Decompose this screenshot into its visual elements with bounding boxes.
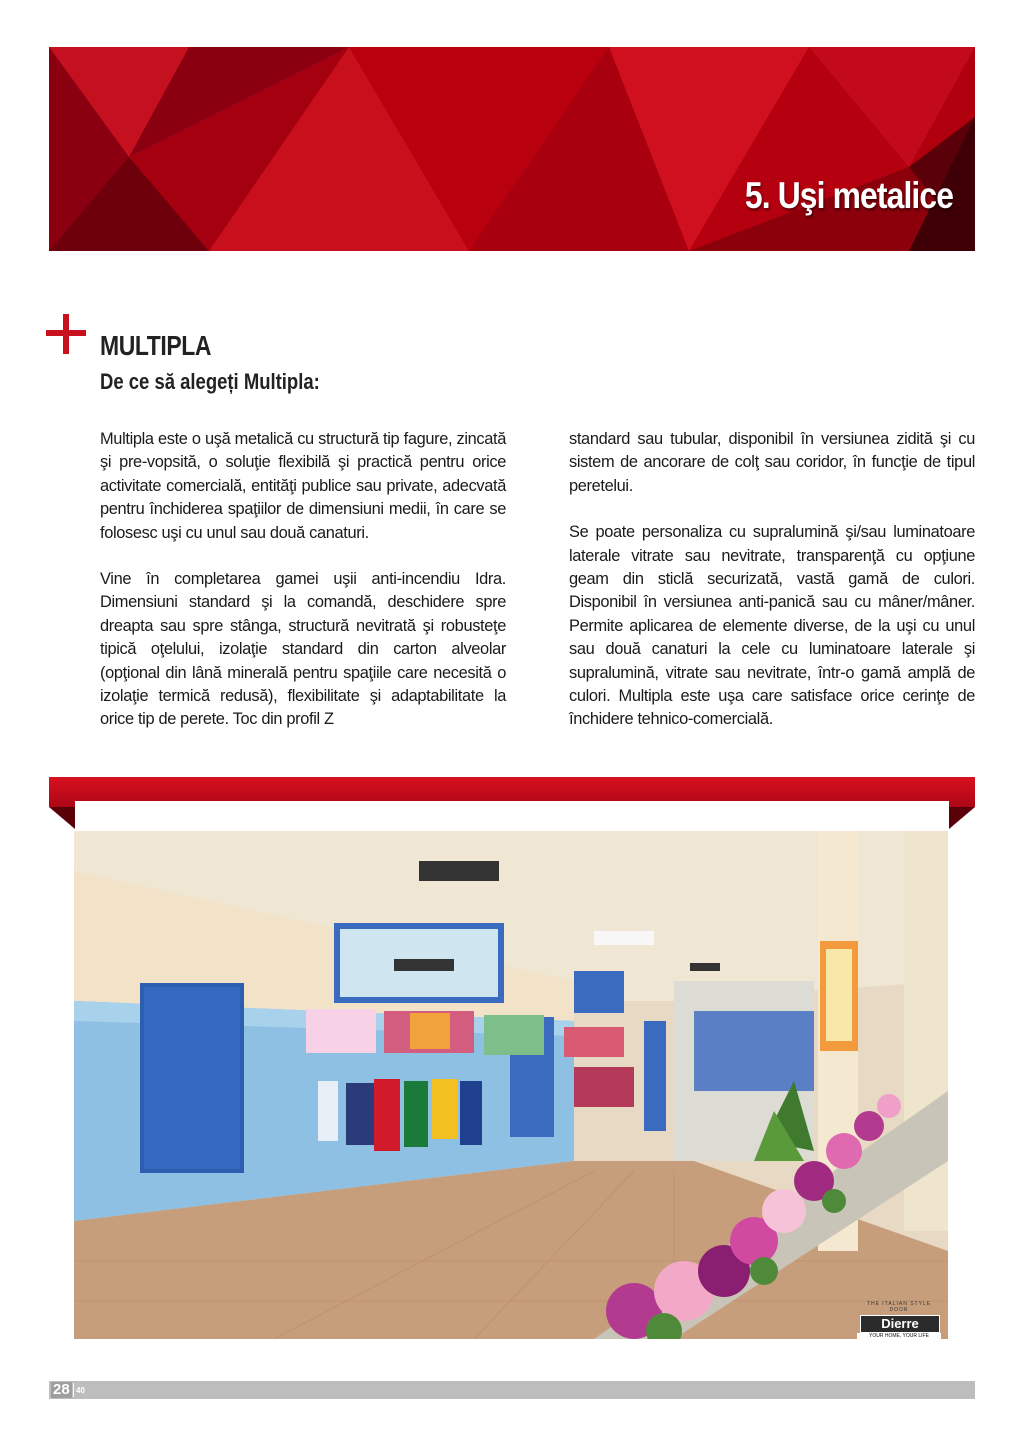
section-title: 5. Uşi metalice xyxy=(744,175,953,216)
paragraph: Se poate personaliza cu supralumină şi/sau luminatoare laterale vitrate sau nevitrate, transparenţă cu opţiune geam din sticlă securizată, vastă gamă de culori. Disponibil în versiunea anti-panică sau cu mâner/mâner. Permite aplicarea de elemente diverse, de la uşi cu unul sau două canaturi la cele cu luminatoare laterale şi supralumină, vitrate sau nevitrate, într-o gamă amplă de culori. Multipla este uşa care satisface orice cerinţe de închidere tehnico-comercială. xyxy=(569,523,975,729)
corridor-illustration xyxy=(74,831,948,1339)
banner-polygon-pattern xyxy=(49,47,975,251)
paragraph: Vine în completarea gamei uşii anti-incendiu Idra. Dimensiuni standard şi la comandă, deschidere spre dreapta sau spre stânga, structură nevitrată şi robusteţe tipică oţelului, izolaţie standard din carton alveolar (opţional din lână minerală pentru spaţiile care necesită o izolaţie termică redusă), flexibilitate şi adaptabilitate la orice tip de perete. Toc din profil Z xyxy=(100,570,506,729)
product-title: MULTIPLA xyxy=(100,330,212,361)
logo-slogan: YOUR HOME, YOUR LIFE xyxy=(857,1333,941,1339)
paragraph: Multipla este o uşă metalică cu structură tip fagure, zincată şi pre-vopsită, o soluţie flexibilă şi practică pentru orice activitate comercială, entităţi publice sau private, adecvată pentru închiderea spaţiilor de dimensiuni medii, în care se folosesc uşi cu unul sau două canaturi. xyxy=(100,430,506,542)
product-subtitle: De ce să alegeți Multipla: xyxy=(100,369,320,394)
paragraph: standard sau tubular, disponibil în versiunea zidită şi cu sistem de ancorare de colţ sau coridor, în funcţie de tipul peretelui. xyxy=(569,430,975,495)
left-text-column xyxy=(100,428,506,755)
page-separator xyxy=(73,1383,74,1397)
logo-tagline: THE ITALIAN STYLE DOOR xyxy=(866,1301,932,1313)
dierre-logo: Dierre xyxy=(860,1315,940,1333)
corridor-photo xyxy=(74,831,948,1339)
page-number: 28 xyxy=(53,1381,70,1398)
right-text-column xyxy=(569,428,975,755)
footer-bar xyxy=(49,1381,975,1399)
page-total: 40 xyxy=(76,1386,85,1395)
photo-ribbon xyxy=(49,777,975,829)
header-banner xyxy=(49,47,975,251)
plus-icon xyxy=(46,314,86,354)
